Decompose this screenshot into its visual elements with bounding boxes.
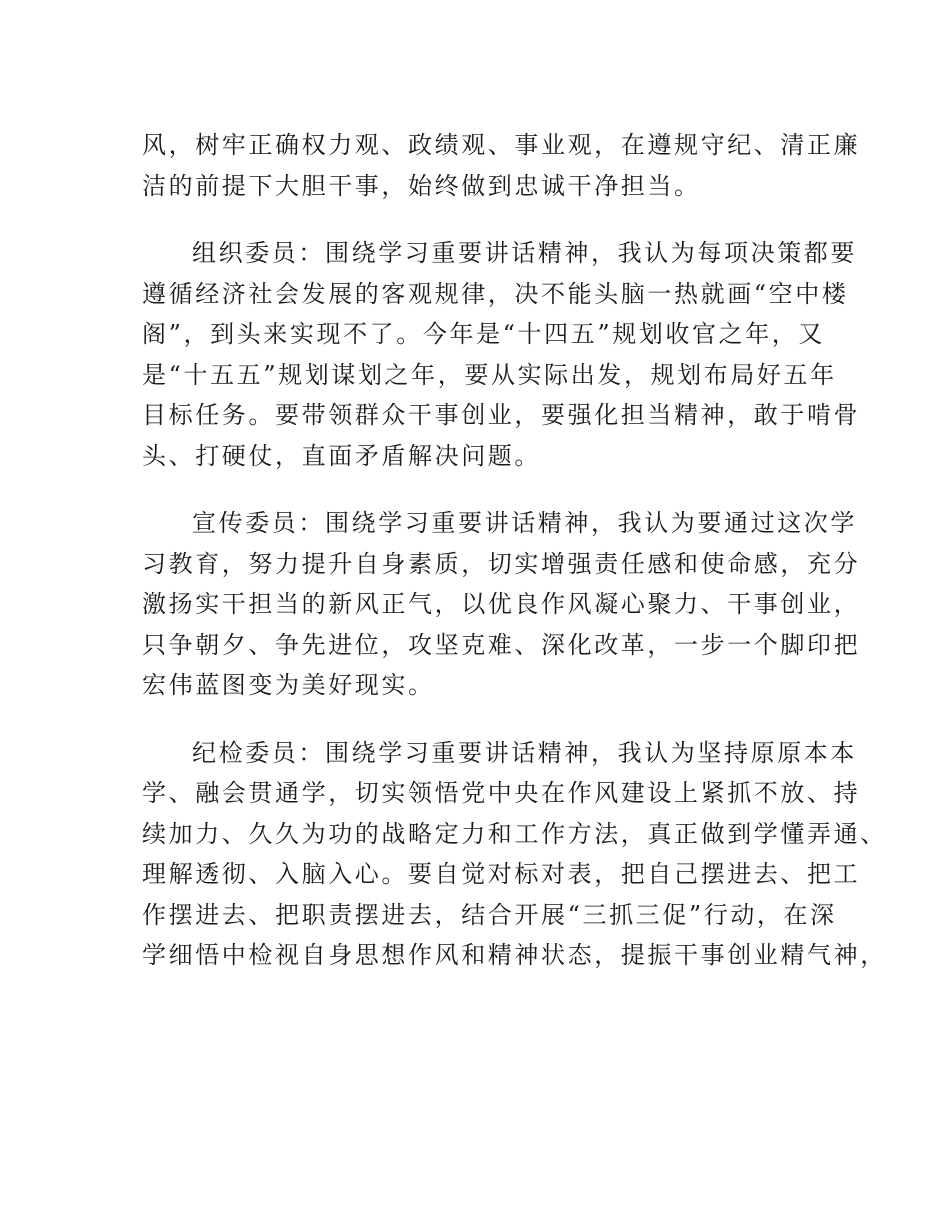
paragraph-discipline-member <box>142 733 887 976</box>
paragraph-organization-member <box>142 233 861 476</box>
text-line: 遵循经济社会发展的客观规律，决不能头脑一热就画“空中楼 <box>142 279 849 308</box>
text-line: 头、打硬仗，直面矛盾解决问题。 <box>142 441 541 470</box>
text-line: 学细悟中检视自身思想作风和精神状态，提振干事创业精气神， <box>142 941 887 969</box>
paragraph-publicity-member <box>142 503 861 706</box>
paragraph-intro-continuation <box>142 125 861 206</box>
document-body <box>142 125 887 976</box>
text-line: 习教育，努力提升自身素质，切实增强责任感和使命感，充分 <box>142 549 861 578</box>
text-line: 宣传委员：围绕学习重要讲话精神，我认为要通过这次学 <box>192 509 857 537</box>
text-line: 目标任务。要带领群众干事创业，要强化担当精神，敢于啃骨 <box>142 401 861 429</box>
text-line: 学、融会贯通学，切实领悟党中央在作风建设上紧抓不放、持 <box>142 779 861 807</box>
text-line: 纪检委员：围绕学习重要讲话精神，我认为坚持原原本本 <box>192 738 857 767</box>
text-line: 理解透彻、入脑入心。要自觉对标对表，把自己摆进去、把工 <box>142 860 861 888</box>
text-line: 作摆进去、把职责摆进去，结合开展“三抓三促”行动，在深 <box>142 900 837 929</box>
text-line: 只争朝夕、争先进位，攻坚克难、深化改革，一步一个脚印把 <box>142 630 861 659</box>
text-line: 阁”，到头来实现不了。今年是“十四五”规划收官之年，又 <box>142 320 826 348</box>
text-line: 风，树牢正确权力观、政绩观、事业观，在遵规守纪、清正廉 <box>142 131 861 159</box>
text-line: 组织委员：围绕学习重要讲话精神，我认为每项决策都要 <box>192 239 857 267</box>
text-line: 续加力、久久为功的战略定力和工作方法，真正做到学懂弄通、 <box>142 819 887 848</box>
text-line: 洁的前提下大胆干事，始终做到忠诚干净担当。 <box>142 171 701 200</box>
text-line: 宏伟蓝图变为美好现实。 <box>142 671 435 699</box>
text-line: 激扬实干担当的新风正气，以优良作风凝心聚力、干事创业， <box>142 590 861 618</box>
text-line: 是“十五五”规划谋划之年，要从实际出发，规划布局好五年 <box>142 360 837 389</box>
